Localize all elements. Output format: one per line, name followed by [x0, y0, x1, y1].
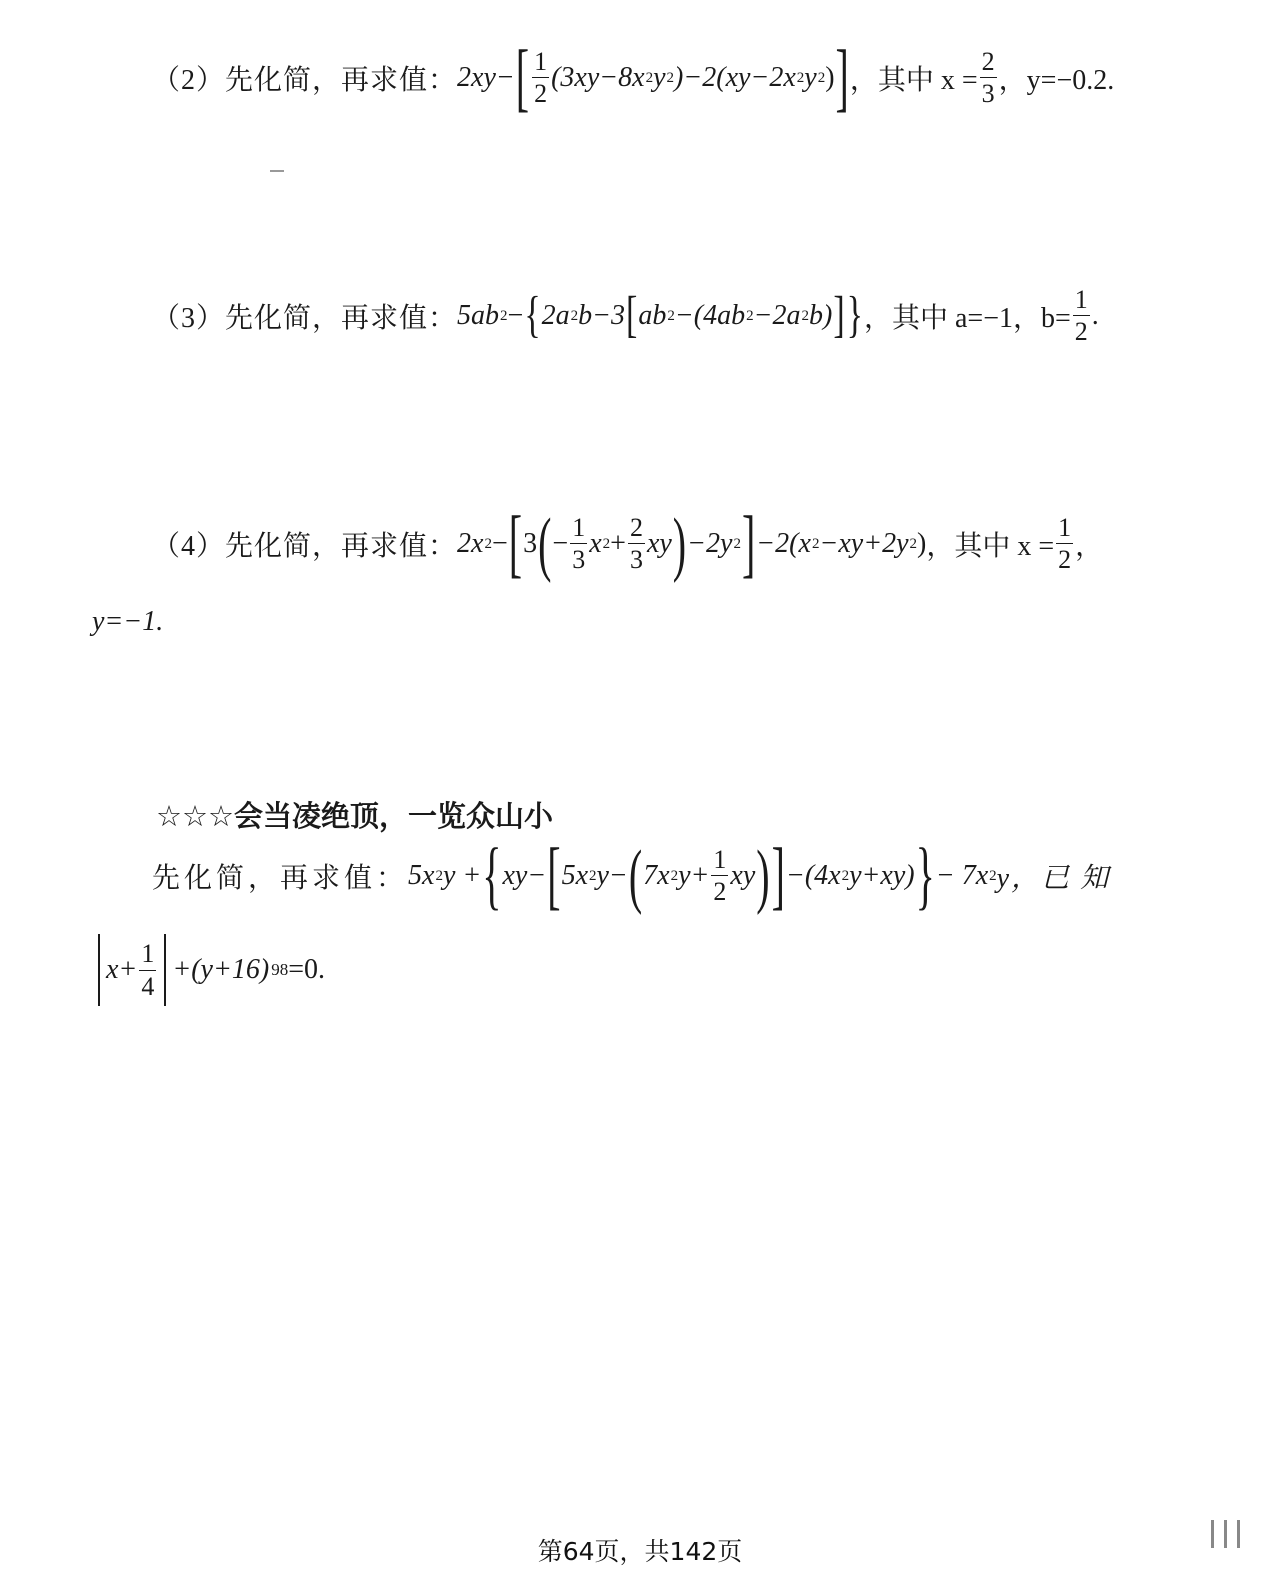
abs-bar-right: [164, 934, 166, 1006]
condition: ，其中 x =: [849, 64, 978, 96]
denominator: 3: [629, 545, 643, 575]
problem-2-label: （2）先化简，再求值：: [152, 64, 458, 96]
right-brace: }: [915, 832, 935, 918]
expr: −2y: [687, 527, 733, 559]
expr: =0.: [288, 954, 325, 985]
expr: −: [552, 527, 569, 559]
fraction: [980, 48, 997, 108]
page-footer: 第64页，共142页: [537, 1537, 743, 1566]
problem-4-line2: [92, 606, 163, 638]
expr: 5x: [561, 859, 588, 891]
denominator: 2: [534, 79, 548, 109]
expr: x: [589, 527, 602, 559]
period: .: [1091, 299, 1099, 331]
problem-3: （3）先化简，再求值： 5ab 2 − { 2a 2 b−3 [ ab 2 −(4ab 2 −2a 2 b) ] } ，其中 a=−1，b= $\frac{1}{2}$ .: [152, 285, 1099, 347]
denominator: 2: [1058, 545, 1072, 575]
problem-5: 先化简，再求值： 5x 2 y + { xy− [ 5x 2 y− ( 7x 2 y+ $\frac{1}{2}$ xy ) ] −(4x 2 y+xy) } − 7x 2 y，已 知: [152, 832, 1111, 918]
problem-3-label: （3）先化简，再求值：: [152, 302, 458, 334]
denominator: 3: [981, 79, 995, 109]
expr: −(4ab: [674, 299, 746, 331]
expr: −: [507, 299, 524, 331]
expr: 5x: [408, 859, 435, 891]
fraction: [628, 514, 645, 574]
expr: xy: [730, 859, 756, 891]
expr: 5ab: [457, 299, 500, 331]
expr: 2x: [457, 527, 484, 559]
expr: −(4x: [785, 859, 841, 891]
fraction: [570, 514, 587, 574]
expr: )−2(xy−2x: [674, 61, 796, 93]
numerator: 1: [1074, 285, 1088, 314]
problem-2: （2）先化简，再求值： 2xy− [ $\frac{1}{2}$ (3xy−8x 2 y 2 )−2(xy−2x 2 y 2 ) ] ，其中 x = $\frac{2}{3}$ ，y=−0.2.: [152, 34, 1115, 120]
left-paren: (: [538, 502, 552, 584]
fraction: [711, 846, 728, 906]
right-bracket: ]: [771, 832, 785, 918]
expr: −: [491, 527, 508, 559]
problem-5-label: 先化简，再求值：: [152, 862, 409, 894]
fraction: [139, 940, 156, 1000]
expr: −2a: [753, 299, 801, 331]
expr: 2xy−: [457, 61, 515, 93]
problem-4-label: （4）先化简，再求值：: [152, 530, 458, 562]
condition: ，其中 a=−1，b=: [863, 302, 1071, 334]
expr: − 7x: [935, 859, 989, 891]
expr: y: [653, 61, 666, 93]
left-brace: {: [524, 287, 541, 343]
expr: b−3: [578, 299, 626, 331]
fraction: [1073, 286, 1090, 346]
condition: y=−1.: [92, 606, 164, 637]
expr: (3xy−8x: [551, 61, 645, 93]
expr: y +: [442, 859, 482, 891]
expr: −2(x: [756, 527, 811, 559]
expr: x+: [106, 954, 138, 985]
denominator: 2: [713, 877, 727, 907]
expr: 3: [523, 527, 538, 559]
left-brace: {: [482, 832, 502, 918]
left-bracket: [: [515, 34, 530, 120]
expr: y+: [678, 859, 710, 891]
denominator: 2: [1074, 317, 1088, 347]
expr: y: [804, 61, 817, 93]
expr: 7x: [643, 859, 670, 891]
stray-mark: [270, 170, 284, 172]
numerator: 2: [981, 47, 995, 76]
section-heading: [156, 794, 553, 835]
right-paren: ): [756, 834, 770, 916]
expr: −xy+2y: [819, 527, 909, 559]
expr: +(y+16): [172, 954, 270, 985]
numerator: 2: [629, 513, 643, 542]
expr: 2a: [541, 299, 570, 331]
expr: ab: [638, 299, 667, 331]
left-bracket: [: [626, 287, 638, 343]
right-bracket: ]: [835, 34, 849, 120]
expr: xy: [646, 527, 672, 559]
abs-bar-left: [98, 934, 100, 1006]
right-bracket: ]: [741, 500, 756, 586]
expr: y+xy): [849, 859, 915, 891]
expr: ): [825, 61, 835, 93]
numerator: 1: [713, 845, 727, 874]
condition: ，其中 x =: [926, 530, 1055, 562]
denominator: 4: [141, 971, 155, 1001]
condition: ，y=−0.2.: [998, 64, 1115, 96]
numerator: 1: [572, 513, 586, 542]
expr: xy−: [502, 859, 547, 891]
heading-text: ☆☆☆会当凌绝顶，一览众山小: [156, 799, 553, 833]
right-paren: ): [672, 502, 687, 584]
expr: y−: [596, 859, 628, 891]
expr: +: [610, 527, 626, 559]
expr: y，已 知: [996, 862, 1111, 894]
comma: ，: [1075, 530, 1104, 562]
expr: ): [917, 527, 927, 559]
denominator: 3: [572, 545, 586, 575]
fraction: [1056, 514, 1073, 574]
left-bracket: [: [547, 832, 561, 918]
left-paren: (: [628, 834, 643, 916]
numerator: 1: [534, 47, 548, 76]
right-bracket: ]: [833, 287, 845, 343]
left-bracket: [: [508, 500, 523, 586]
problem-5-line2: x+ $\frac{1}{4}$ +(y+16) 98 =0.: [92, 934, 325, 1006]
numerator: 1: [141, 939, 155, 969]
problem-4: （4）先化简，再求值： 2x 2 − [ 3 ( − $\frac{1}{3}$ x 2 + $\frac{2}{3}$ xy ) −2y 2 ] −2(x 2 −xy+2y 2 ) ，其中 x = $\frac{1}{2}$ ，: [152, 500, 1104, 586]
expr: b): [809, 299, 833, 331]
numerator: 1: [1058, 513, 1072, 542]
right-brace: }: [846, 287, 863, 343]
fraction: [532, 48, 549, 108]
